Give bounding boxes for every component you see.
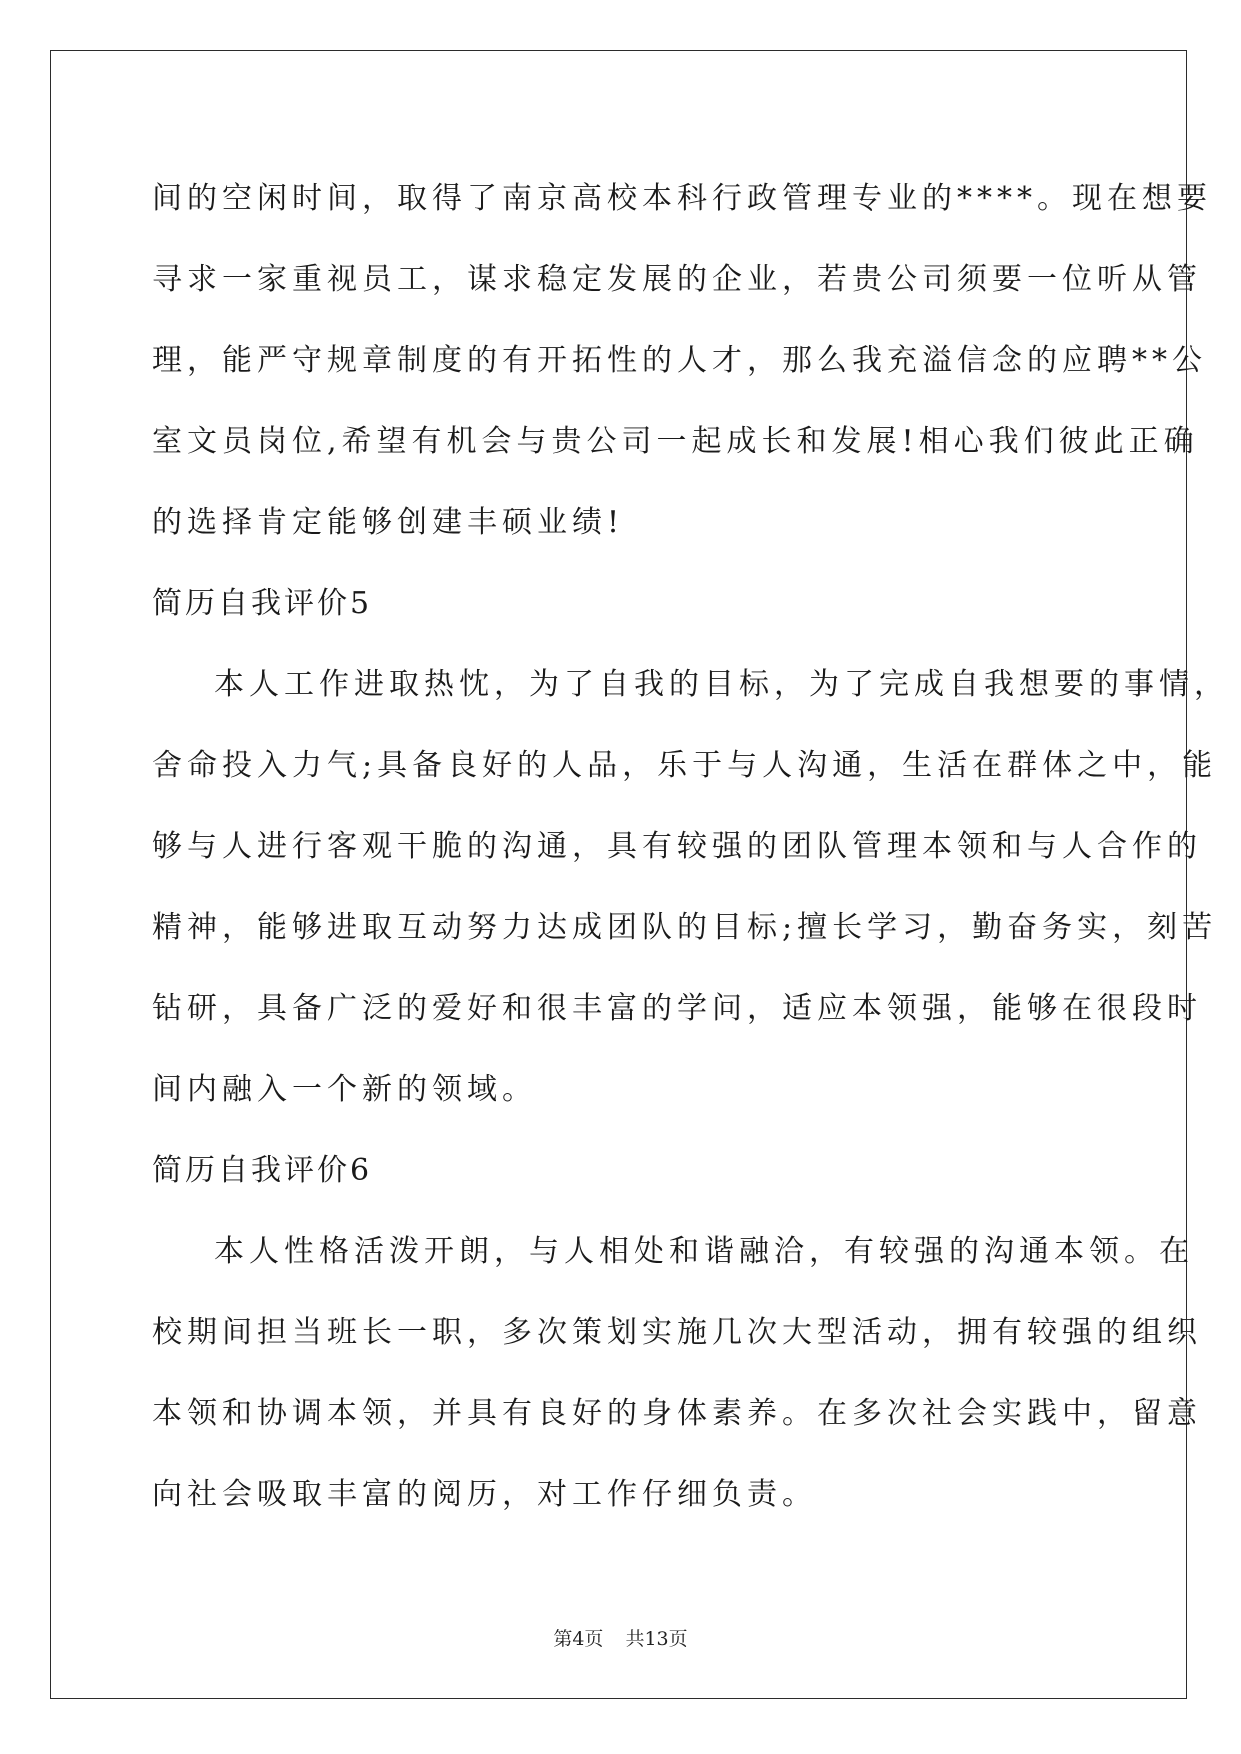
paragraph-first-line: 本人性格活泼开朗，与人相处和谐融洽，有较强的沟通本领。在 <box>214 1234 1194 1269</box>
paragraph-line: 本领和协调本领，并具有良好的身体素养。在多次社会实践中，留意 <box>152 1396 1202 1431</box>
paragraph-line: 舍命投入力气;具备良好的人品，乐于与人沟通，生活在群体之中，能 <box>152 748 1218 783</box>
section-heading: 简历自我评价5 <box>152 586 373 621</box>
paragraph-line: 钻研，具备广泛的爱好和很丰富的学问，适应本领强，能够在很段时 <box>152 991 1202 1026</box>
paragraph-line: 室文员岗位,希望有机会与贵公司一起成长和发展!相心我们彼此正确 <box>152 424 1199 459</box>
document-body <box>152 158 1229 1535</box>
page-number: 第4页 <box>553 1628 604 1650</box>
paragraph-line: 的选择肯定能够创建丰硕业绩! <box>152 505 625 540</box>
paragraph-line: 寻求一家重视员工，谋求稳定发展的企业，若贵公司须要一位听从管 <box>152 262 1202 297</box>
paragraph-first-line: 本人工作进取热忱，为了自我的目标，为了完成自我想要的事情， <box>214 667 1229 702</box>
paragraph-line: 校期间担当班长一职，多次策划实施几次大型活动，拥有较强的组织 <box>152 1315 1202 1350</box>
paragraph-line: 间的空闲时间，取得了南京高校本科行政管理专业的****。现在想要 <box>152 181 1212 216</box>
section-heading: 简历自我评价6 <box>152 1153 373 1188</box>
paragraph-line: 理，能严守规章制度的有开拓性的人才，那么我充溢信念的应聘**公 <box>152 343 1207 378</box>
page-footer <box>0 1624 1241 1651</box>
paragraph-line: 精神，能够进取互动努力达成团队的目标;擅长学习，勤奋务实，刻苦 <box>152 910 1218 945</box>
paragraph-line: 间内融入一个新的领域。 <box>152 1072 537 1107</box>
paragraph-line: 向社会吸取丰富的阅历，对工作仔细负责。 <box>152 1477 817 1512</box>
page-total: 共13页 <box>625 1628 688 1650</box>
paragraph-line: 够与人进行客观干脆的沟通，具有较强的团队管理本领和与人合作的 <box>152 829 1202 864</box>
